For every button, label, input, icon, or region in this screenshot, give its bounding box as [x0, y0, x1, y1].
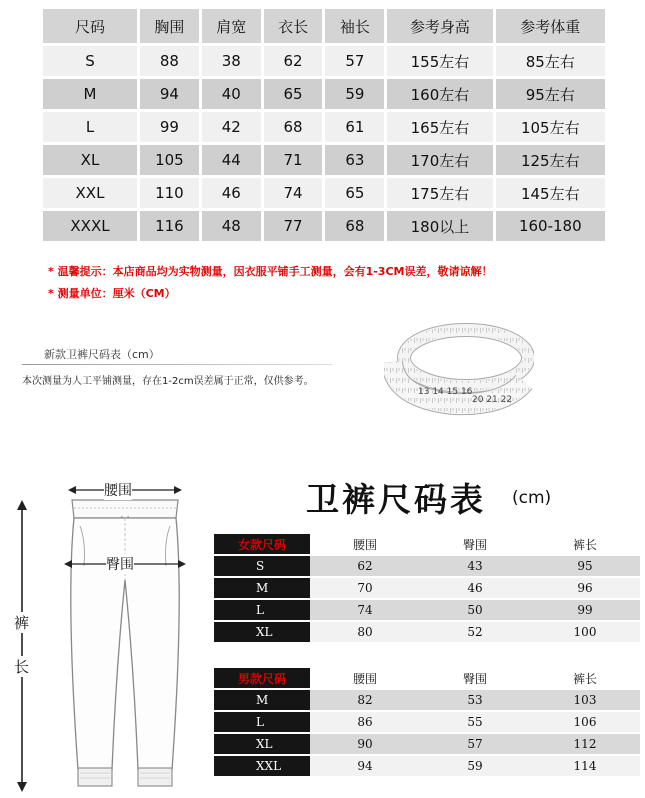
pants-chart-title: 卫裤尺码表 — [306, 480, 486, 519]
table-row — [43, 145, 605, 175]
table-cell: 175左右 — [387, 178, 492, 208]
table-cell: 86 — [310, 712, 420, 732]
table-cell: M — [43, 79, 137, 109]
table-cell: 94 — [140, 79, 199, 109]
table-cell: 105左右 — [496, 112, 605, 142]
table-cell: 38 — [202, 46, 261, 76]
table-cell: 46 — [420, 578, 530, 598]
table-cell: 55 — [420, 712, 530, 732]
header-cell: 参考体重 — [496, 9, 605, 43]
table-cell: XXL — [43, 178, 137, 208]
table-cell: 62 — [310, 556, 420, 576]
table-row — [43, 79, 605, 109]
measure-caption-note: 本次测量为人工平铺测量，存在1-2cm误差属于正常，仅供参考。 — [22, 376, 314, 387]
divider — [22, 364, 332, 365]
table-cell: 46 — [202, 178, 261, 208]
table-cell: 170左右 — [387, 145, 492, 175]
men-size-table — [214, 666, 640, 778]
table-cell: 105 — [140, 145, 199, 175]
table-row — [43, 112, 605, 142]
table-cell: 70 — [310, 578, 420, 598]
size-cell: L — [214, 600, 310, 620]
table-cell: 155左右 — [387, 46, 492, 76]
table-cell: 103 — [530, 690, 640, 710]
table-cell: 65 — [264, 79, 323, 109]
size-cell: M — [214, 578, 310, 598]
size-cell: S — [214, 556, 310, 576]
table-cell: 50 — [420, 600, 530, 620]
men-size-badge: 男款尺码 — [214, 668, 310, 688]
size-cell: L — [214, 712, 310, 732]
header-cell: 臀围 — [420, 534, 530, 554]
header-cell: 裤长 — [530, 534, 640, 554]
waist-label: 腰围 — [104, 480, 132, 500]
table-cell: 68 — [325, 211, 384, 241]
table-cell: 44 — [202, 145, 261, 175]
table-cell: 125左右 — [496, 145, 605, 175]
table-cell: 110 — [140, 178, 199, 208]
table-cell: XL — [43, 145, 137, 175]
table-cell: S — [43, 46, 137, 76]
women-table-header-row — [214, 534, 640, 554]
size-cell: XL — [214, 622, 310, 642]
table-cell: XXXL — [43, 211, 137, 241]
hip-label: 臀围 — [106, 554, 134, 574]
table-cell: 100 — [530, 622, 640, 642]
table-cell: 62 — [264, 46, 323, 76]
table-cell: 160左右 — [387, 79, 492, 109]
men-table-header-row — [214, 668, 640, 688]
table-row — [214, 556, 640, 576]
pants-diagram-icon — [0, 470, 210, 798]
table-cell: 65 — [325, 178, 384, 208]
table-cell: 96 — [530, 578, 640, 598]
table-cell: 112 — [530, 734, 640, 754]
table-cell: 99 — [530, 600, 640, 620]
header-cell: 臀围 — [420, 668, 530, 688]
table-cell: 165左右 — [387, 112, 492, 142]
unit-note: * 测量单位：厘米（CM） — [48, 287, 176, 300]
table-cell: 43 — [420, 556, 530, 576]
table-cell: 74 — [264, 178, 323, 208]
table-cell: 88 — [140, 46, 199, 76]
table-row — [214, 734, 640, 754]
table-cell: 114 — [530, 756, 640, 776]
header-cell: 裤长 — [530, 668, 640, 688]
tape-measure-icon — [384, 318, 534, 418]
table-cell: 95左右 — [496, 79, 605, 109]
size-cell: XXL — [214, 756, 310, 776]
table-cell: 59 — [420, 756, 530, 776]
table-cell: 94 — [310, 756, 420, 776]
table-cell: 99 — [140, 112, 199, 142]
women-size-badge: 女款尺码 — [214, 534, 310, 554]
svg-text:20 21 22: 20 21 22 — [472, 395, 513, 405]
header-cell: 胸围 — [140, 9, 199, 43]
table-cell: 42 — [202, 112, 261, 142]
svg-text:13 14 15 16: 13 14 15 16 — [418, 387, 473, 397]
table-cell: 53 — [420, 690, 530, 710]
table-row — [214, 756, 640, 776]
table-cell: 40 — [202, 79, 261, 109]
table-row — [214, 690, 640, 710]
table-cell: 63 — [325, 145, 384, 175]
table-cell: 82 — [310, 690, 420, 710]
table-cell: 59 — [325, 79, 384, 109]
table-row — [43, 178, 605, 208]
header-cell: 腰围 — [310, 668, 420, 688]
table-cell: 180以上 — [387, 211, 492, 241]
length-label-2: 长 — [14, 658, 30, 676]
table-row — [214, 712, 640, 732]
women-size-table — [214, 532, 640, 644]
table-cell: 77 — [264, 211, 323, 241]
measure-caption-title: 新款卫裤尺码表（cm） — [44, 348, 160, 361]
table-cell: 68 — [264, 112, 323, 142]
header-cell: 衣长 — [264, 9, 323, 43]
table-cell: 71 — [264, 145, 323, 175]
table-cell: 80 — [310, 622, 420, 642]
table-row — [214, 622, 640, 642]
table-row — [214, 578, 640, 598]
header-cell: 尺码 — [43, 9, 137, 43]
table-cell: 61 — [325, 112, 384, 142]
table-row — [43, 46, 605, 76]
length-label-1: 裤 — [14, 614, 30, 632]
header-cell: 袖长 — [325, 9, 384, 43]
table-cell: 160-180 — [496, 211, 605, 241]
table-cell: 85左右 — [496, 46, 605, 76]
table-cell: 106 — [530, 712, 640, 732]
table-row — [214, 600, 640, 620]
table-cell: 48 — [202, 211, 261, 241]
top-table-header-row — [43, 9, 605, 43]
top-size-table — [40, 6, 608, 244]
table-cell: L — [43, 112, 137, 142]
pants-chart-unit: (cm) — [512, 488, 552, 508]
table-cell: 52 — [420, 622, 530, 642]
size-cell: M — [214, 690, 310, 710]
table-cell: 116 — [140, 211, 199, 241]
table-cell: 95 — [530, 556, 640, 576]
table-cell: 145左右 — [496, 178, 605, 208]
table-row — [43, 211, 605, 241]
table-cell: 90 — [310, 734, 420, 754]
table-cell: 57 — [420, 734, 530, 754]
reminder-note: * 温馨提示：本店商品均为实物测量，因衣服平铺手工测量，会有1-3CM误差，敬请谅解！ — [48, 265, 493, 278]
header-cell: 肩宽 — [202, 9, 261, 43]
header-cell: 腰围 — [310, 534, 420, 554]
size-cell: XL — [214, 734, 310, 754]
header-cell: 参考身高 — [387, 9, 492, 43]
table-cell: 74 — [310, 600, 420, 620]
table-cell: 57 — [325, 46, 384, 76]
